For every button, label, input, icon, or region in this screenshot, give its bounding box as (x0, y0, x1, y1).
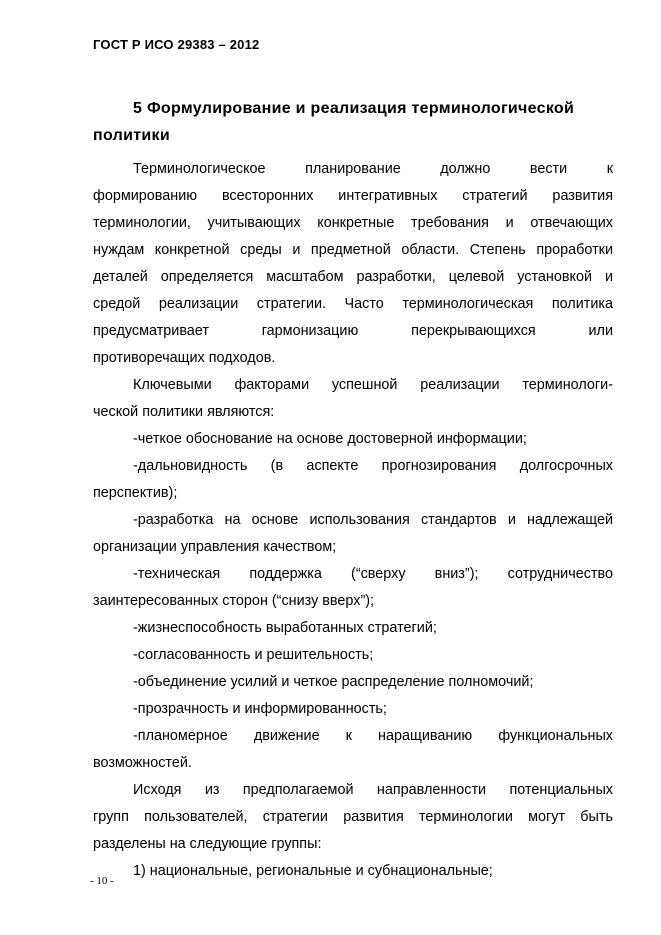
text-line: средой реализации стратегии. Часто терминологическая политика (93, 296, 613, 312)
text-line: разделены на следующие группы: (93, 836, 322, 852)
list-item: -прозрачность и информированность; (133, 701, 387, 717)
list-item: -дальновидность (в аспекте прогнозирования долгосрочных (133, 458, 613, 474)
text-line: нуждам конкретной среды и предметной области. Степень проработки (93, 242, 613, 258)
list-item: 1) национальные, региональные и субнациональные; (133, 863, 493, 879)
document-header: ГОСТ Р ИСО 29383 – 2012 (93, 37, 260, 52)
text-line: Терминологическое планирование должно вести к (133, 161, 613, 177)
text-line: возможностей. (93, 755, 192, 771)
text-line: терминологии, учитывающих конкретные требования и отвечающих (93, 215, 613, 231)
list-item: -четкое обоснование на основе достоверной информации; (133, 431, 527, 447)
section-heading-line-1: 5 Формулирование и реализация терминологической (133, 100, 575, 117)
text-line: организации управления качеством; (93, 539, 337, 555)
list-item: -объединение усилий и четкое распределение полномочий; (133, 674, 534, 690)
text-line: ческой политики являются: (93, 404, 275, 420)
text-line: перспектив); (93, 485, 178, 501)
list-item: -техническая поддержка (“сверху вниз”); сотрудничество (133, 566, 613, 582)
list-item: -жизнеспособность выработанных стратегий; (133, 620, 437, 636)
list-item: -разработка на основе использования стандартов и надлежащей (133, 512, 613, 528)
list-item: -согласованность и решительность; (133, 647, 374, 663)
text-line: заинтересованных сторон (“снизу вверх”); (93, 593, 375, 609)
page-number: - 10 - (90, 875, 114, 887)
text-line: Ключевыми факторами успешной реализации терминологи- (133, 377, 613, 393)
text-line: групп пользователей, стратегии развития терминологии могут быть (93, 809, 613, 825)
text-line: противоречащих подходов. (93, 350, 276, 366)
text-line: предусматривает гармонизацию перекрывающихся или (93, 323, 613, 339)
text-line: формированию всесторонних интегративных стратегий развития (93, 188, 613, 204)
text-line: деталей определяется масштабом разработки, целевой установкой и (93, 269, 613, 285)
section-heading-line-2: политики (93, 127, 170, 144)
list-item: -планомерное движение к наращиванию функциональных (133, 728, 613, 744)
text-line: Исходя из предполагаемой направленности потенциальных (133, 782, 613, 798)
section-heading (93, 95, 613, 149)
